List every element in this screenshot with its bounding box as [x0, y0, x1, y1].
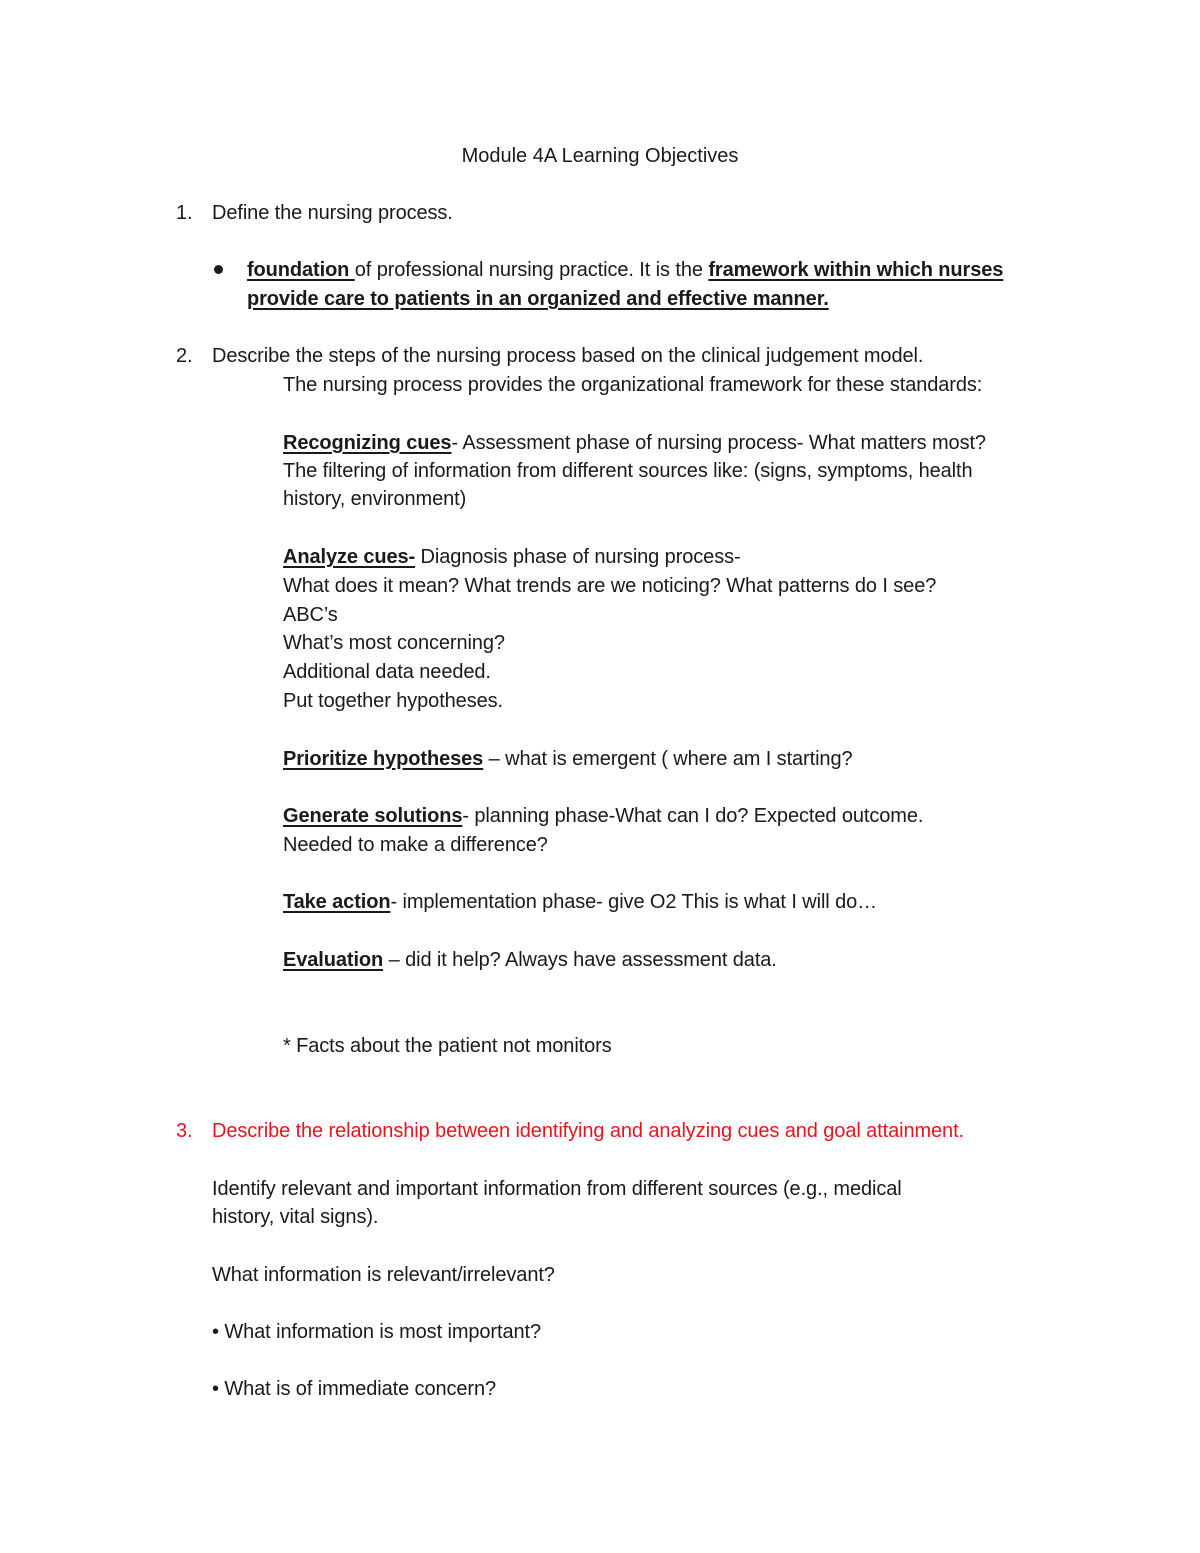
generate-desc: - planning phase-What can I do? Expected outcome. [462, 805, 924, 827]
analyze-cues-line4: What’s most concerning? [283, 632, 505, 654]
evaluation-desc: – did it help? Always have assessment data. [383, 949, 777, 971]
analyze-cues-line1 [283, 543, 741, 572]
keyword-evaluation: Evaluation [283, 949, 384, 971]
prioritize-hypotheses-line [283, 745, 852, 774]
q1-bullet-line2 [247, 285, 829, 314]
q2-text: Describe the steps of the nursing process based on the clinical judgement model. [212, 345, 924, 367]
keyword-analyze-cues: Analyze cues- [283, 546, 416, 568]
analyze-cues-line3: ABC’s [283, 604, 338, 626]
keyword-generate-solutions: Generate solutions [283, 805, 463, 827]
generate-solutions-line2: Needed to make a difference? [283, 834, 548, 856]
keyword-framework: framework within which nurses [708, 259, 1004, 281]
q3-para1-line2: history, vital signs). [212, 1206, 379, 1228]
q2-note: * Facts about the patient not monitors [283, 1035, 612, 1057]
q1-text: Define the nursing process. [212, 202, 453, 224]
q3-para1-line1: Identify relevant and important information from different sources (e.g., medical [212, 1178, 902, 1200]
keyword-foundation: foundation [247, 259, 355, 281]
analyze-cues-line5: Additional data needed. [283, 661, 491, 683]
generate-solutions-line1 [283, 802, 923, 831]
take-action-line [283, 888, 877, 917]
keyword-take-action: Take action [283, 891, 391, 913]
recognizing-cues-line2: The filtering of information from different sources like: (signs, symptoms, health [283, 460, 973, 482]
recognizing-cues-desc: - Assessment phase of nursing process- What matters most? [451, 432, 986, 454]
q1-number: 1. [176, 202, 193, 224]
keyword-recognizing-cues: Recognizing cues [283, 432, 452, 454]
q1-bullet-text: of professional nursing practice. It is the [354, 259, 709, 281]
q3-text: Describe the relationship between identifying and analyzing cues and goal attainment. [212, 1120, 964, 1142]
q3-para4: • What is of immediate concern? [212, 1378, 497, 1400]
q3-para3: • What information is most important? [212, 1321, 541, 1343]
evaluation-line [283, 946, 777, 975]
recognizing-cues-line3: history, environment) [283, 488, 467, 510]
recognizing-cues-line1 [283, 429, 986, 458]
analyze-cues-desc: Diagnosis phase of nursing process- [415, 546, 741, 568]
q3-para2: What information is relevant/irrelevant? [212, 1264, 555, 1286]
prioritize-desc: – what is emergent ( where am I starting? [483, 748, 853, 770]
bullet-icon [214, 265, 223, 274]
keyword-provide-care: provide care to patients in an organized and effective manner. [247, 288, 829, 310]
q2-intro: The nursing process provides the organizational framework for these standards: [283, 374, 983, 396]
take-action-desc: - implementation phase- give O2 This is what I will do… [390, 891, 878, 913]
q1-bullet-line1 [247, 256, 1003, 285]
q2-number: 2. [176, 345, 193, 367]
analyze-cues-line6: Put together hypotheses. [283, 690, 503, 712]
q3-number: 3. [176, 1120, 193, 1142]
analyze-cues-line2: What does it mean? What trends are we noticing? What patterns do I see? [283, 575, 937, 597]
document-title: Module 4A Learning Objectives [461, 145, 739, 167]
keyword-prioritize-hypotheses: Prioritize hypotheses [283, 748, 484, 770]
